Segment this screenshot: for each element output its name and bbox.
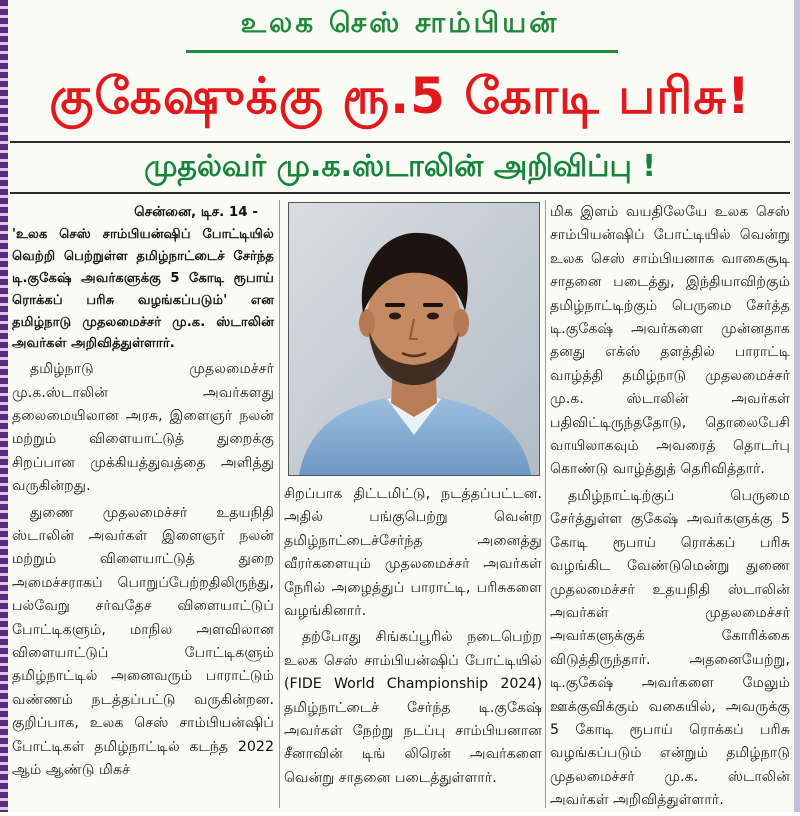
portrait-image [289,203,539,475]
column-divider-right [545,200,546,808]
body-paragraph: மிக இளம் வயதிலேயே உலக செஸ் சாம்பியன்ஷிப் போட்டியில் வென்று உலக செஸ் சாம்பியனாக வாகைசூடி சாதனை படைத்து, இந்தியாவிற்கும் தமிழ்நாட்டிற்கும் பெருமை சேர்த்த டி.குகேஷ் அவர்களை முன்னதாக தனது எக்ஸ் தளத்தில் பாராட்டி வாழ்த்தி தமிழ்நாடு முதலமைச்சர் மு.க. ஸ்டாலின் அவர்கள் பதிவிட்டிருந்ததோடு, தொலைபேசி வாயிலாகவும் அவரைத் தொடர்பு கொண்டு வாழ்த்துத் தெரிவித்தார். [550,204,790,478]
body-paragraph: தமிழ்நாட்டிற்குப் பெருமை சேர்த்துள்ள குகேஷ் அவர்களுக்கு 5 கோடி ரூபாய் ரொக்கப் பரிசு வழங்கிட வேண்டுமென்று துணை முதலமைச்சர் உதயநிதி ஸ்டாலின் அவர்கள் முதலமைச்சர் அவர்களுக்குக் கோரிக்கை விடுத்திருந்தார். அதனையேற்று, டி.குகேஷ் அவர்களை மேலும் ஊக்குவிக்கும் வகையில், அவருக்கு 5 கோடி ரூபாய் ரொக்கப் பரிசு வழங்கப்படும் என்றும் தமிழ்நாடு முதலமைச்சர் மு.க. ஸ்டாலின் அவர்கள் அறிவித்துள்ளார். [550,487,790,809]
lede-paragraph: 'உலக செஸ் சாம்பியன்ஷிப் போட்டியில் வெற்றி பெற்றுள்ள தமிழ்நாட்டைச் சேர்ந்த டி.குகேஷ் அவர்களுக்கு 5 கோடி ரூபாய் ரொக்கப் பரிசு வழங்கப்படும்' என தமிழ்நாடு முதலமைச்சர் மு.க. ஸ்டாலின் அவர்கள் அறிவித்துள்ளார். [12,227,274,352]
body-paragraph: சிறப்பாக திட்டமிட்டு, நடத்தப்பட்டன. அதில் பங்குபெற்று வென்ற தமிழ்நாட்டைச்சேர்ந்த அனைத்து வீரர்களையும் முதலமைச்சர் அவர்கள் நேரில் அழைத்துப் பாராட்டி, பரிசுகளை வழங்கினார். [284,486,542,620]
body-paragraph: தற்போது சிங்கப்பூரில் நடைபெற்ற உலக செஸ் சாம்பியன்ஷிப் போட்டியில் (FIDE World Championship 2024) தமிழ்நாட்டைச் சேர்ந்த டி.குகேஷ் அவர்கள் நேற்று நடப்பு சாம்பியனான சீனாவின் டிங் லிரென் அவர்களை வென்று சாதனை படைத்துள்ளார். [284,629,542,786]
body-paragraph: தமிழ்நாடு முதலமைச்சர் மு.க.ஸ்டாலின் அவர்களது தலைமையிலான அரசு, இளைஞர் நலன் மற்றும் விளையாட்டுத் துறைக்கு சிறப்பான முக்கியத்துவத்தை அளித்து வருகின்றது. [12,361,274,495]
subhead: முதல்வர் மு.க.ஸ்டாலின் அறிவிப்பு ! [144,149,656,184]
portrait-photo [288,202,540,476]
article-column-left [12,201,274,786]
headline: குகேஷுக்கு ரூ.5 கோடி பரிசு! [49,67,751,125]
body-paragraph: துணை முதலமைச்சர் உதயநிதி ஸ்டாலின் அவர்கள் இளைஞர் நலன் மற்றும் விளையாட்டுத் துறை அமைச்சராகப் பொறுப்பேற்றதிலிருந்து, பல்வேறு சர்வதேச விளையாட்டுப் போட்டிகளும், மாநில அளவிலான விளையாட்டுப் போட்டிகளும் தமிழ்நாட்டில் அனைவரும் பாராட்டும் வண்ணம் நடத்தப்பட்டு வருகின்றன. குறிப்பாக, உலக செஸ் சாம்பியன்ஷிப் போட்டிகள் தமிழ்நாட்டில் கடந்த 2022 ஆம் ஆண்டு மிகச் [12,504,274,779]
article-column-right [550,201,790,816]
dateline: சென்னை, டிச. 14 - [134,204,258,220]
kicker-underline [186,50,618,53]
article-column-middle [284,483,542,793]
subhead-divider [10,192,790,194]
top-divider [10,141,790,143]
column-divider-left [279,200,280,808]
kicker: உலக செஸ் சாம்பியன் [240,6,560,39]
